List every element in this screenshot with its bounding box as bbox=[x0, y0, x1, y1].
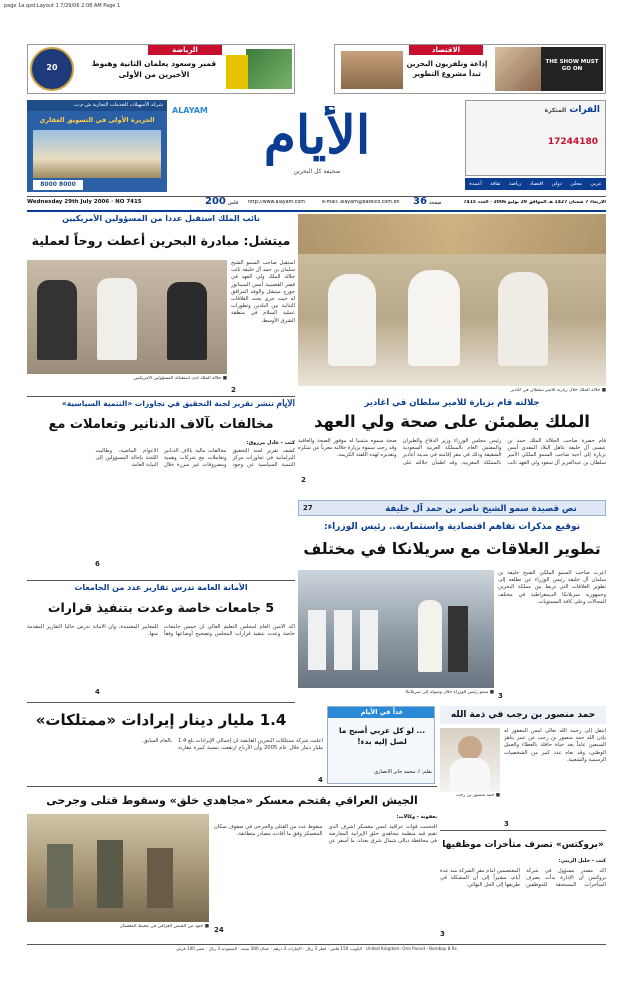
revenues-body-text: أعلنت شركة ممتلكات البحرين القابضة أن إجمالي الإيرادات بلغ 1.4 مليار دينار خلال عام 2005 وأن الأرباح ارتفعت بنسبة كبيرة مقارنة بالعام السابق. bbox=[141, 738, 323, 752]
sports-headline: قمبر وسعود يعلمان الثانية وهبوط الأخيرين من الأولى bbox=[91, 59, 217, 79]
lead-body: قام حضرة صاحب الجلالة الملك حمد بن عيسى آل خليفة عاهل البلاد المفدى أمس بزيارة إلى أخيه صاحب السمو الملكي الأمير سلطان بن عبدالعزيز آل سعود ولي العهد نائب رئيس مجلس الوزراء وزير الدفاع والطيران والمفتش العام بالمملكة العربية السعودية الشقيقة وذلك في مقر إقامته في مدينة أغادير بالمملكة المغربية. وقد اطمأن جلالته على صحة سموه متمنياً له موفور الصحة والعافية وقد رحب سموه بزيارة جلالته معرباً عن شكره وتقديره لهذه اللفتة الكريمة. bbox=[298, 438, 606, 466]
secretariat-kicker: الأمانة العامة تدرس تقارير عدد من الجامعات bbox=[74, 583, 248, 592]
mitchell-figure-3 bbox=[167, 282, 207, 360]
host-figure bbox=[448, 606, 468, 672]
profile-caption: ■ حمد منصور بن رجب bbox=[456, 793, 500, 798]
price bbox=[205, 196, 245, 209]
opinion-tag: غداً في الأيام bbox=[328, 707, 435, 718]
footer-prices: United Kingdom: One Pound - Bombay 8 Rs · الكويت 150 فلس · قطر 3 ريال · الإمارات 3 درهم · عمان 300 بيسة · السعودية 3 ريال · مصر 100 قرش bbox=[176, 946, 457, 951]
poem-strip[interactable] bbox=[298, 500, 606, 516]
masthead-logo: الأيام bbox=[263, 106, 371, 166]
iraq-rule bbox=[27, 786, 437, 787]
furat-ad[interactable] bbox=[465, 100, 606, 176]
sports-logo bbox=[30, 47, 74, 91]
nav-item[interactable]: رياضة bbox=[509, 180, 522, 187]
nav-item[interactable]: دولي bbox=[551, 180, 562, 187]
show-ad[interactable] bbox=[495, 47, 603, 91]
srilanka-body: أعرب صاحب السمو الملكي الشيخ خليفة بن سلمان آل خليفة رئيس الوزراء عن تطلعه إلى تطوير العلاقات التي تربط بين مملكة البحرين وجمهورية سريلانكا الديمقراطية في مختلف المجالات وعلى كافة المستويات. bbox=[498, 570, 606, 605]
guard-2 bbox=[334, 610, 352, 670]
nav-item[interactable]: أعمدة bbox=[469, 180, 482, 187]
sports-tag: الرياضة bbox=[148, 45, 222, 55]
show-ad-text: THE SHOW MUST GO ON bbox=[545, 59, 599, 72]
broctus-headline: «بروكتس» تصرف متأخرات موظفيها bbox=[442, 840, 604, 850]
mitchell-headline: ميتشل: مبادرة البحرين أعطت روحاً لعملية bbox=[31, 233, 291, 248]
iraq-caption: ■ جنود من الجيش العراقي في محيط المعسكر bbox=[120, 924, 209, 929]
exclusive-logo: الأيام bbox=[276, 399, 295, 409]
broctus-page-ref: 3 bbox=[440, 930, 445, 938]
soldier-1 bbox=[47, 844, 73, 908]
furat-brand-2: المتكرة bbox=[544, 107, 567, 114]
sports-photo-2 bbox=[226, 55, 248, 89]
masthead-latin: ALAYAM bbox=[172, 106, 208, 115]
iraq-headline: الجيش العراقي يقتحم معسكر «مجاهدي خلق» وسقوط قتلى وجرحى bbox=[46, 794, 418, 807]
economy-headline: إذاعة وتلفزيون البحرين تبدأ مشروع التطوير bbox=[406, 60, 488, 78]
profile-face bbox=[458, 736, 482, 760]
opinion-box[interactable] bbox=[327, 706, 435, 784]
realestate-ad-phone: 8000 8000 bbox=[33, 180, 83, 190]
lead-figure-1 bbox=[328, 274, 376, 366]
economy-photo bbox=[341, 51, 403, 89]
furat-brand-1: الفرات bbox=[569, 105, 600, 115]
srilanka-caption: ■ سمو رئيس الوزراء خلال وصوله إلى سريلانكا bbox=[405, 690, 494, 695]
mitchell-photo bbox=[27, 260, 227, 374]
lead-photo bbox=[298, 214, 606, 386]
sports-promo[interactable] bbox=[27, 44, 295, 94]
exclusive-headline: مخالفات بآلاف الدنانير وتعاملات مع bbox=[48, 417, 274, 432]
nav-strip bbox=[465, 178, 606, 190]
footer-rule bbox=[27, 944, 606, 945]
revenues-rule bbox=[27, 702, 295, 703]
nav-item[interactable]: ثقافة bbox=[490, 180, 501, 187]
soldier-2 bbox=[97, 840, 123, 908]
website-url[interactable]: http://www.alayam.com bbox=[248, 200, 305, 205]
dateline-left: Wednesday 29th July 2006 · NO 7415 bbox=[27, 199, 142, 205]
opinion-title: ... لو كل عربي أصبح ما لصل إليه بدء! bbox=[338, 726, 426, 746]
lead-page-ref: 2 bbox=[301, 476, 306, 484]
iraq-page-ref: 24 bbox=[214, 926, 224, 934]
sports-photo bbox=[246, 49, 292, 89]
profile-photo bbox=[440, 728, 500, 792]
soldier-3 bbox=[147, 848, 173, 908]
broctus-byline: كتب - خليل الزيني: bbox=[558, 858, 606, 864]
mitchell-body: استقبل صاحب السمو الشيخ سلمان بن حمد آل خليفة نائب جلالة الملك ولي العهد في قصر القضيبية أمس السيناتور جورج ميتشل والوفد المرافق له حيث جرى بحث العلاقات الثنائية بين البلدين وتطورات عملية السلام في منطقة الشرق الأوسط. bbox=[231, 260, 295, 324]
profile-headline: حمد منصور بن رجب في ذمة الله bbox=[440, 706, 606, 724]
realestate-ad[interactable] bbox=[27, 100, 167, 192]
exclusive-byline: كتب - عادل مرزوق: bbox=[246, 440, 295, 446]
mitchell-caption: ■ جلالة الملك لدى استقباله المسؤولين الأمريكيين bbox=[133, 376, 227, 381]
nav-item[interactable]: عربي bbox=[590, 180, 602, 187]
realestate-ad-banner: شركة الأسهيلات للخدمات التجارية ش.م.ب bbox=[27, 100, 167, 111]
furat-ad-phone: 17244180 bbox=[547, 137, 598, 147]
broctus-rule bbox=[440, 830, 606, 831]
secretariat-body: أكد الأمين العام لمجلس التعليم العالي أن خمس جامعات خاصة وعدت بتنفيذ قرارات المجلس وتصحيح أوضاعها وفقاً للمعايير المعتمدة، وأن الأمانة تدرس حالياً التقارير المقدمة منها. bbox=[27, 624, 295, 638]
revenues-page-ref: 4 bbox=[318, 776, 323, 784]
lead-figure-3 bbox=[498, 272, 548, 366]
exclusive-kicker-line bbox=[27, 399, 295, 411]
mitchell-figure-2 bbox=[97, 278, 137, 360]
realestate-ad-photo bbox=[33, 130, 161, 178]
profile-body bbox=[450, 758, 490, 792]
masthead bbox=[172, 100, 460, 192]
srilanka-photo bbox=[298, 570, 494, 688]
pages bbox=[413, 196, 453, 209]
profile-page-ref: 3 bbox=[504, 820, 509, 828]
lead-ceiling bbox=[298, 214, 606, 254]
iraq-photo bbox=[27, 814, 209, 922]
pages-unit: صفحة bbox=[428, 200, 442, 206]
mitchell-page-ref: 2 bbox=[231, 386, 236, 394]
guard-1 bbox=[308, 610, 326, 670]
print-slug: page 1a.qxd:Layout 1 7/29/06 2:08 AM Page 1 bbox=[4, 3, 121, 9]
pages-value: 36 bbox=[413, 196, 427, 207]
realestate-ad-sub: الجزيرة الأولى في التسويق العقاري bbox=[39, 116, 155, 124]
profile-body: انتقل إلى رحمة الله تعالى أمس المغفور له بإذن الله حمد منصور بن رجب عن عمر يناهز السبعين عاماً بعد حياة حافلة بالعطاء والعمل الوطني، وقد نعاه عدد كبير من الشخصيات الرسمية والشعبية. bbox=[504, 728, 606, 763]
email[interactable]: e-mail: alayam@batelco.com.bh bbox=[322, 200, 400, 205]
mitchell-figure-1 bbox=[37, 280, 77, 360]
srilanka-headline: تطوير العلاقات مع سريلانكا في مختلف bbox=[303, 540, 601, 558]
exclusive-rule bbox=[27, 396, 295, 397]
economy-tag: الاقتصاد bbox=[409, 45, 483, 55]
secretariat-page-ref: 4 bbox=[95, 688, 100, 696]
lead-headline: الملك يطمئن على صحة ولي العهد bbox=[314, 412, 590, 431]
dateline-bottom-rule bbox=[27, 210, 606, 212]
revenues-headline: 1.4 مليار دينار إيرادات «ممتلكات» bbox=[35, 711, 287, 729]
nav-item[interactable]: اقتصاد bbox=[529, 180, 544, 187]
iraq-body: اقتحمت قوات عراقية أمس معسكر أشرف الذي تقيم فيه منظمة مجاهدي خلق الإيرانية المعارضة في محافظة ديالى شمال شرق بغداد، ما أسفر عن سقوط عدد من القتلى والجرحى في صفوف سكان المعسكر وفق ما أفادت مصادر متطابقة. bbox=[214, 824, 437, 845]
exclusive-body: كشف تقرير لجنة التحقيق البرلمانية في تجاوزات مركز التنمية السياسية عن وجود مخالفات مالية بآلاف الدنانير وتعاملات مع شركات وهمية ومصروفات غير مبررة خلال الأعوام الماضية، وطالبت اللجنة بإحالة المسؤولين إلى النيابة العامة. bbox=[95, 448, 295, 469]
show-ad-photo bbox=[495, 47, 541, 91]
poem-text: نص قصيدة سمو الشيخ ناصر بن حمد آل خليفة bbox=[385, 504, 577, 514]
secretariat-headline: 5 جامعات خاصة وعدت بتنفيذ قرارات bbox=[47, 600, 275, 615]
lead-figure-2 bbox=[408, 270, 460, 366]
mitchell-kicker: نائب الملك استقبل عدداً من المسؤولين الأمريكيين bbox=[62, 214, 260, 223]
exclusive-kicker: تنشر تقرير لجنة التحقيق في تجاوزات «التنمية السياسية» bbox=[61, 399, 274, 408]
iraq-kicker: بعقوبة - وكالات: bbox=[396, 814, 437, 820]
pm-figure bbox=[418, 600, 442, 672]
exclusive-page-ref: 6 bbox=[95, 560, 100, 568]
dateline-top-rule bbox=[27, 196, 606, 197]
nav-item[interactable]: محلي bbox=[570, 180, 582, 187]
lead-kicker: جلالته قام بزيارة للأمير سلطان في أغادير bbox=[364, 398, 540, 408]
price-value: 200 bbox=[205, 196, 226, 207]
poem-page-ref: 27 bbox=[303, 504, 313, 512]
economy-promo[interactable] bbox=[334, 44, 606, 94]
lead-caption: ■ جلالة الملك خلال زيارته للأمير سلطان في أغادير bbox=[510, 388, 606, 393]
masthead-tagline: صحيفة كل البحرين bbox=[293, 168, 341, 175]
guard-3 bbox=[360, 610, 378, 670]
opinion-author: بقلم: أ. محمد جابر الأنصاري bbox=[374, 769, 432, 775]
secretariat-rule bbox=[27, 580, 295, 581]
furat-ad-brand bbox=[472, 105, 600, 119]
sports-logo-mark: 20 bbox=[46, 63, 58, 72]
srilanka-page-ref: 3 bbox=[498, 692, 503, 700]
broctus-body: أكد مصدر مسؤول في شركة بروكتس أن الإدارة بدأت بصرف المتأخرات المستحقة للموظفين المعتصمين أمام مقر الشركة منذ عدة أيام، مشيراً إلى أن المشكلة في طريقها إلى الحل النهائي. bbox=[440, 868, 606, 889]
price-unit: فلس bbox=[227, 200, 239, 206]
dateline-right: الأربعاء 7 شعبان 1427 هـ الموافق 29 يوليو 2006 · العدد 7415 bbox=[463, 200, 606, 205]
srilanka-kicker: توقيع مذكرات تفاهم اقتصادية واستثمارية.. رئيس الوزراء: bbox=[323, 522, 581, 532]
